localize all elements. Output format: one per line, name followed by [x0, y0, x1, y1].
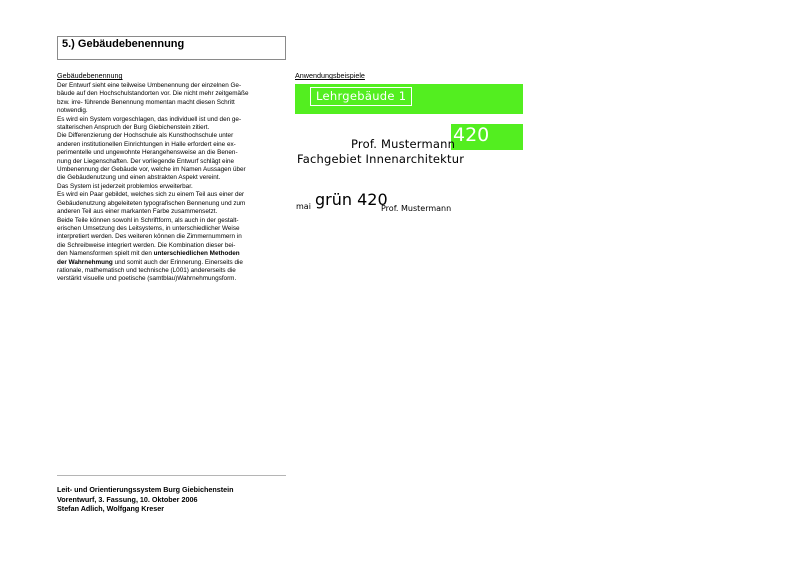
department-name: Fachgebiet Innenarchitektur [297, 152, 465, 166]
example-prefix: mai [296, 202, 311, 211]
paragraph-6 [57, 217, 289, 284]
paragraph-5 [57, 191, 289, 216]
bold-emphasis: unterschiedlichen Methoden [153, 250, 240, 258]
page-title: 5.) Gebäudebenennung [62, 38, 185, 50]
text-line: rationale, mathematisch und technische (L001) andererseits die [57, 266, 236, 274]
text-line: bäude auf den Hochschulstandorten vor. Die nicht mehr zeitgemäße [57, 90, 249, 98]
paragraph-3 [57, 132, 289, 182]
person-name: Prof. Mustermann [351, 137, 456, 151]
section-label-gebaeudebenennung: Gebäudebenennung [57, 71, 123, 80]
text-line: perimentelle und ungewohnte Herangehensweise an die Benen- [57, 149, 238, 157]
body-text [57, 82, 289, 284]
text-line: und somit auch der Erinnerung. Einerseits die [112, 258, 243, 266]
paragraph-4 [57, 183, 289, 191]
text-line: Es wird ein Paar gebildet, welches sich zu einem Teil aus einer der [57, 191, 245, 199]
text-line: die Schreibweise integriert werden. Die Kombination dieser bei- [57, 241, 236, 249]
example-suffix: Prof. Mustermann [381, 204, 452, 213]
paragraph-1 [57, 82, 289, 116]
text-line: Beide Teile können sowohl in Schriftform, als auch in der gestalt- [57, 216, 239, 224]
text-line: verstärkt visuelle und poetische (samtblau)Wahrnehmungsform. [57, 275, 237, 283]
room-number: 420 [453, 124, 490, 146]
text-line: anderen institutionellen Einrichtungen in Halle erfordert eine ex- [57, 140, 236, 148]
text-line: den Namensformen spielt mit den [57, 250, 152, 258]
text-line: Gebäudenutzung abgeleiteten typografischen Bennenung und zum [57, 199, 246, 207]
text-line: Es wird ein System vorgeschlagen, das individuell ist und den ge- [57, 115, 242, 123]
text-line: die Gebäudenutzung und einen abstrakten Aspekt vereint. [57, 174, 221, 182]
text-line: Umbenennung der Gebäude vor, welche im Namen Aussagen über [57, 166, 246, 174]
section-label-anwendungsbeispiele: Anwendungsbeispiele [295, 71, 365, 80]
text-line: Der Entwurf sieht eine teilweise Umbenennung der einzelnen Ge- [57, 82, 242, 89]
footer-line-2: Vorentwurf, 3. Fassung, 10. Oktober 2006 [57, 494, 198, 504]
text-line: notwendig. [57, 107, 88, 115]
building-label: Lehrgebäude 1 [310, 87, 412, 106]
text-line: interpretiert werden. Des weiteren können die Zimmernummern in [57, 233, 242, 241]
example-main: grün 420 [315, 190, 388, 209]
text-line: anderen Teil aus einer markanten Farbe zusammensetzt. [57, 208, 218, 216]
text-line: stalterischen Anspruch der Burg Giebichenstein zitiert. [57, 124, 210, 132]
footer-divider [57, 475, 286, 476]
text-line: Die Differenzierung der Hochschule als Kunsthochschule unter [57, 132, 234, 140]
text-line: Das System ist jederzeit problemlos erweiterbar. [57, 182, 193, 190]
paragraph-2 [57, 116, 289, 133]
footer [57, 485, 234, 514]
footer-line-1: Leit- und Orientierungssystem Burg Giebichenstein [57, 485, 234, 494]
footer-line-3: Stefan Adlich, Wolfgang Kreser [57, 504, 165, 514]
text-line: nung der Liegenschaften. Der vorliegende Entwurf schlägt eine [57, 157, 235, 165]
bold-emphasis: der Wahrnehmung [57, 258, 113, 266]
text-line: erischen Umsetzung des Leitsystems, in unterschiedlicher Weise [57, 224, 240, 232]
text-line: bzw. irre- führende Benennung momentan macht diesen Schritt [57, 98, 235, 106]
